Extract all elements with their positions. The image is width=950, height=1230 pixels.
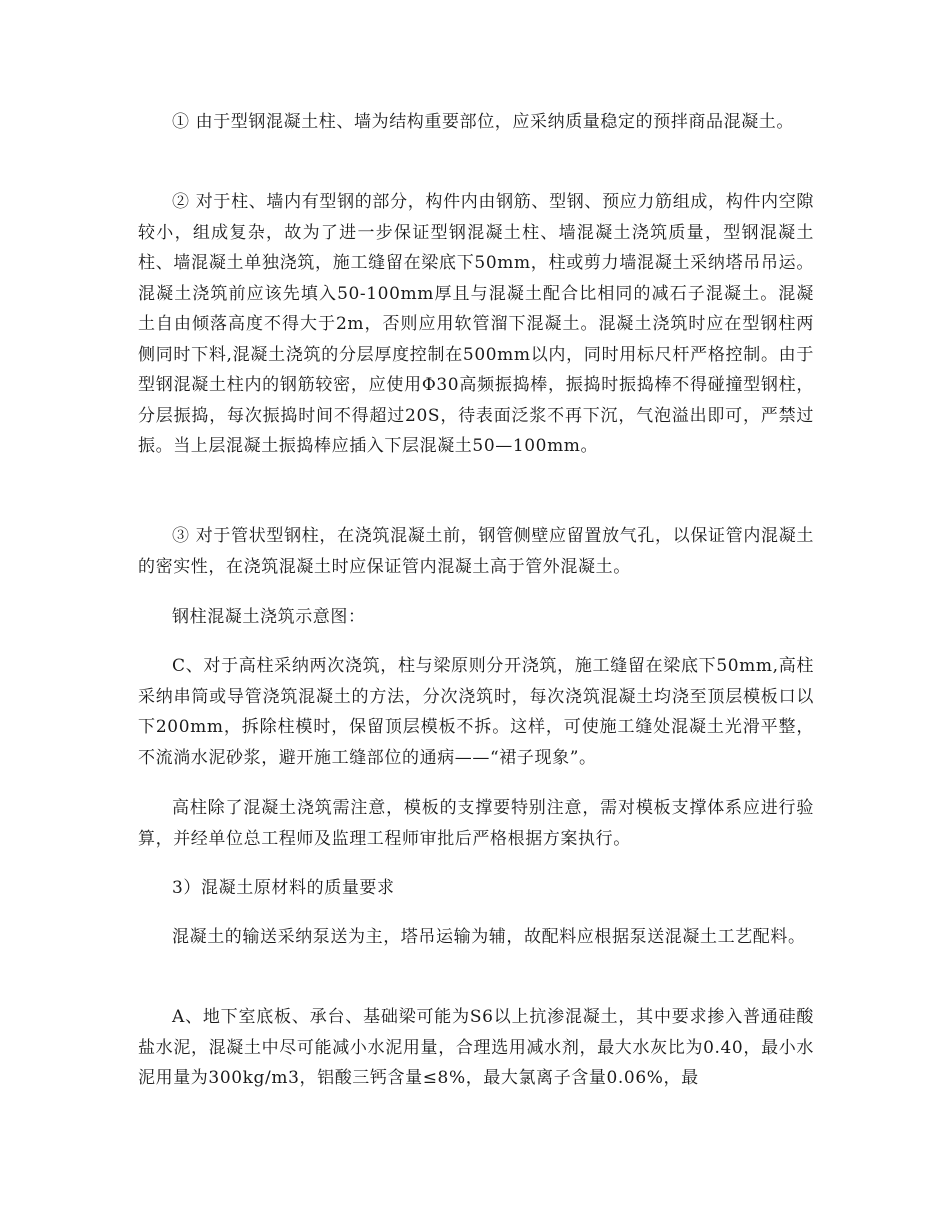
paragraph-steel-column-pouring: ② 对于柱、墙内有型钢的部分，构件内由钢筋、型钢、预应力筋组成，构件内空隙较小，组成复杂，故为了进一步保证型钢混凝土柱、墙混凝土浇筑质量，型钢混凝土柱、墙混凝土单独浇筑，施工缝留在梁底下50mm，柱或剪力墙混凝土采纳塔吊吊运。混凝土浇筑前应该先填入50-100mm厚且与混凝土配合比相同的减石子混凝土。混凝土自由倾落高度不得大于2m，否则应用软管溜下混凝土。混凝土浇筑时应在型钢柱两侧同时下料,混凝土浇筑的分层厚度控制在500mm以内，同时用标尺杆严格控制。由于型钢混凝土柱内的钢筋较密，应使用Φ30高频振捣棒，振捣时振捣棒不得碰撞型钢柱，分层振捣，每次振捣时间不得超过20S，待表面泛浆不再下沉，气泡溢出即可，严禁过振。当上层混凝土振捣棒应插入下层混凝土50—100mm。 (138, 192, 814, 456)
paragraph-tubular-steel-column: ③ 对于管状型钢柱，在浇筑混凝土前，钢管侧壁应留置放气孔，以保证管内混凝土的密实性，在浇筑混凝土时应保证管内混凝土高于管外混凝土。 (138, 526, 814, 577)
paragraph-high-column-pouring: C、对于高柱采纳两次浇筑，柱与梁原则分开浇筑，施工缝留在梁底下50mm,高柱采纳串筒或导管浇筑混凝土的方法，分次浇筑时，每次浇筑混凝土均浇至顶层模板口以下200mm，拆除柱模时，保留顶层模板不拆。这样，可使施工缝处混凝土光滑平整，不流淌水泥砂浆，避开施工缝部位的通病——“裙子现象”。 (138, 656, 814, 768)
paragraph-formwork-support: 高柱除了混凝土浇筑需注意，模板的支撑要特别注意，需对模板支撑体系应进行验算，并经单位总工程师及监理工程师审批后严格根据方案执行。 (138, 798, 814, 849)
paragraph-impermeable-concrete: A、地下室底板、承台、基础梁可能为S6以上抗渗混凝土，其中要求掺入普通硅酸盐水泥，混凝土中尽可能减小水泥用量，合理选用减水剂，最大水灰比为0.40，最小水泥用量为300kg/m3，铝酸三钙含量≤8%，最大氯离子含量0.06%，最 (138, 1007, 814, 1088)
paragraph-pumping: 混凝土的输送采纳泵送为主，塔吊运输为辅，故配料应根据泵送混凝土工艺配料。 (172, 927, 806, 947)
paragraph-concrete-quality: ① 由于型钢混凝土柱、墙为结构重要部位，应采纳质量稳定的预拌商品混凝土。 (172, 112, 795, 132)
paragraph-diagram-caption: 钢柱混凝土浇筑示意图： (172, 607, 366, 627)
section-heading-raw-materials: 3）混凝土原材料的质量要求 (172, 878, 395, 898)
